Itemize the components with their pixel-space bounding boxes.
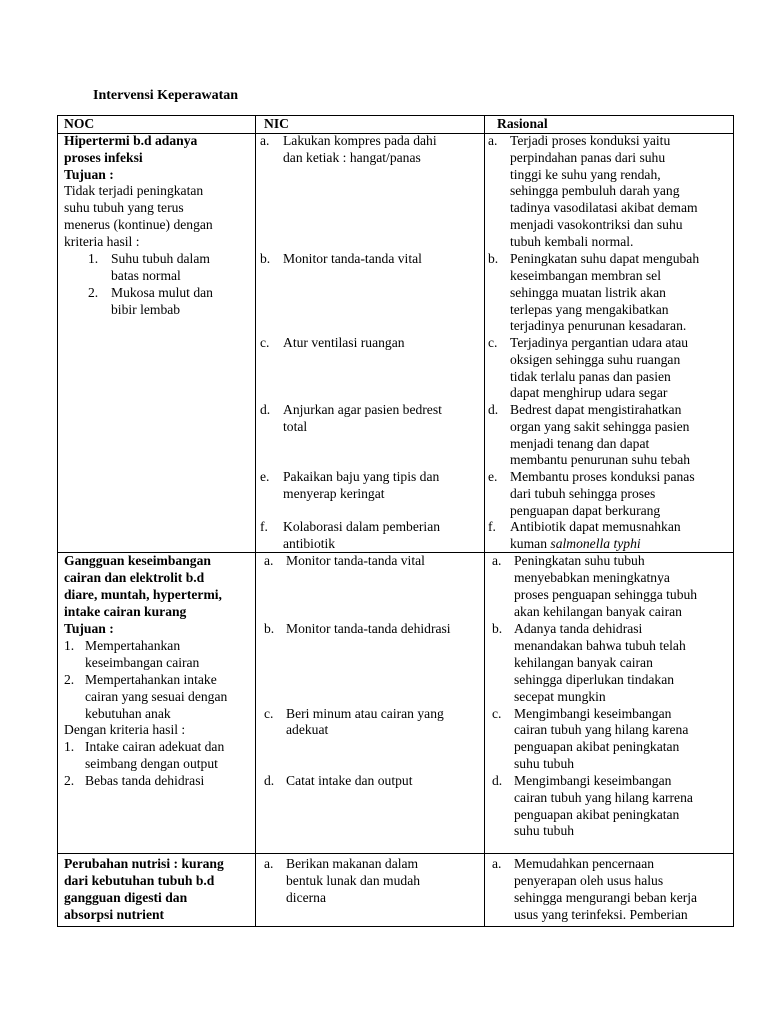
rasional-text: sehingga diperlukan tindakan [514, 672, 675, 687]
nic-item-text: Monitor tanda-tanda vital [286, 553, 425, 568]
nic-marker: a. [260, 133, 270, 148]
nic-marker: b. [260, 251, 271, 266]
nic-item-text: Beri minum atau cairan yang [286, 706, 444, 721]
row1-noc-title: Hipertermi b.d adanya [64, 133, 198, 148]
rasional-text: penguapan dapat berkurang [510, 503, 661, 518]
rasional-text: cairan tubuh yang hilang karena [514, 722, 689, 737]
nic-marker: b. [264, 621, 275, 636]
row2-tujuan-label: Tujuan : [64, 621, 114, 636]
nic-marker: c. [264, 706, 274, 721]
nic-marker: c. [260, 335, 270, 350]
rasional-marker: c. [492, 706, 502, 721]
nic-marker: a. [264, 553, 274, 568]
row1-tujuan-label: Tujuan : [64, 167, 114, 182]
row2-criteria-text: Intake cairan adekuat dan [85, 739, 225, 754]
row1-criteria-number: 2. [88, 285, 99, 300]
rasional-text: tidak terlalu panas dan pasien [510, 369, 671, 384]
rasional-text: penyerapan oleh usus halus [514, 873, 664, 888]
row2-noc-title: cairan dan elektrolit b.d [64, 570, 205, 585]
row1-criteria-number: 1. [88, 251, 99, 266]
header-nic: NIC [264, 116, 289, 131]
rasional-text: penguapan akibat peningkatan [514, 807, 680, 822]
rasional-text: suhu tubuh [514, 823, 575, 838]
column-divider [255, 116, 256, 926]
nic-item-text: Monitor tanda-tanda dehidrasi [286, 621, 451, 636]
rasional-marker: b. [488, 251, 499, 266]
rasional-text: perpindahan panas dari suhu [510, 150, 666, 165]
nic-marker: a. [264, 856, 274, 871]
row2-criteria-text: Bebas tanda dehidrasi [85, 773, 205, 788]
rasional-text: dari tubuh sehingga proses [510, 486, 656, 501]
rasional-text-italic: salmonella typhi [550, 536, 641, 551]
nic-item-text: Berikan makanan dalam [286, 856, 419, 871]
row2-noc-title: intake cairan kurang [64, 604, 187, 619]
nic-item-text: dan ketiak : hangat/panas [283, 150, 421, 165]
rasional-text: keseimbangan membran sel [510, 268, 661, 283]
nic-marker: d. [264, 773, 275, 788]
rasional-text: terlepas yang mengakibatkan [510, 302, 669, 317]
rasional-text: sehingga pembuluh darah yang [510, 183, 680, 198]
nic-item-text: menyerap keringat [283, 486, 385, 501]
rasional-marker: c. [488, 335, 498, 350]
row3-noc-title: Perubahan nutrisi : kurang [64, 856, 224, 871]
nic-marker: f. [260, 519, 268, 534]
row1-noc-text: menerus (kontinue) dengan [64, 217, 213, 232]
rasional-text: Antibiotik dapat memusnahkan [510, 519, 681, 534]
row2-noc-title: Gangguan keseimbangan [64, 553, 211, 568]
row2-noc-title: diare, muntah, hypertermi, [64, 587, 222, 602]
row2-criteria-number: 2. [64, 773, 75, 788]
row2-criteria-label: Dengan kriteria hasil : [64, 722, 186, 737]
rasional-text: Memudahkan pencernaan [514, 856, 655, 871]
row3-noc-title: dari kebutuhan tubuh b.d [64, 873, 215, 888]
rasional-marker: a. [492, 553, 502, 568]
rasional-text: suhu tubuh [514, 756, 575, 771]
rasional-text: terjadinya penurunan kesadaran. [510, 318, 687, 333]
row3-noc-title: absorpsi nutrient [64, 907, 165, 922]
rasional-text: dapat menghirup udara segar [510, 385, 668, 400]
rasional-text: secepat mungkin [514, 689, 606, 704]
row3-noc-title: gangguan digesti dan [64, 890, 188, 905]
column-divider [484, 116, 485, 926]
row2-goal-text: keseimbangan cairan [85, 655, 200, 670]
rasional-text: menjadi vasokontriksi dan suhu [510, 217, 683, 232]
rasional-text: oksigen sehingga suhu ruangan [510, 352, 681, 367]
rasional-text: menandakan bahwa tubuh telah [514, 638, 686, 653]
rasional-text: Mengimbangi keseimbangan [514, 773, 672, 788]
nic-item-text: Lakukan kompres pada dahi [283, 133, 437, 148]
rasional-text: tadinya vasodilatasi akibat demam [510, 200, 698, 215]
rasional-text: Mengimbangi keseimbangan [514, 706, 672, 721]
rasional-text: Adanya tanda dehidrasi [514, 621, 643, 636]
rasional-text: Peningkatan suhu dapat mengubah [510, 251, 700, 266]
row2-goal-text: cairan yang sesuai dengan [85, 689, 228, 704]
rasional-text-prefix: kuman [510, 536, 551, 551]
row2-goal-text: Mempertahankan [85, 638, 181, 653]
row1-noc-text: suhu tubuh yang terus [64, 200, 184, 215]
rasional-text: menyebabkan meningkatnya [514, 570, 670, 585]
nic-item-text: total [283, 419, 308, 434]
row1-noc-title: proses infeksi [64, 150, 143, 165]
rasional-marker: d. [492, 773, 503, 788]
rasional-text: usus yang terinfeksi. Pemberian [514, 907, 688, 922]
rasional-marker: a. [492, 856, 502, 871]
row1-criteria-text: Mukosa mulut dan [111, 285, 213, 300]
row1-criteria-text: Suhu tubuh dalam [111, 251, 210, 266]
row1-criteria-text: batas normal [111, 268, 181, 283]
nic-item-text: dicerna [286, 890, 326, 905]
rasional-marker: e. [488, 469, 498, 484]
rasional-text: organ yang sakit sehingga pasien [510, 419, 690, 434]
rasional-text: Terjadinya pergantian udara atau [510, 335, 689, 350]
page-heading: Intervensi Keperawatan [93, 88, 239, 103]
nic-item-text: Pakaikan baju yang tipis dan [283, 469, 440, 484]
row2-criteria-number: 1. [64, 739, 75, 754]
nic-item-text: Anjurkan agar pasien bedrest [283, 402, 442, 417]
row2-goal-text: kebutuhan anak [85, 706, 171, 721]
nic-item-text: Catat intake dan output [286, 773, 413, 788]
rasional-text: menjadi tenang dan dapat [510, 436, 650, 451]
rasional-text: kehilangan banyak cairan [514, 655, 653, 670]
nic-item-text: adekuat [286, 722, 329, 737]
rasional-marker: b. [492, 621, 503, 636]
row2-goal-text: Mempertahankan intake [85, 672, 217, 687]
rasional-text: Peningkatan suhu tubuh [514, 553, 645, 568]
row2-goal-number: 2. [64, 672, 75, 687]
rasional-text: Membantu proses konduksi panas [510, 469, 695, 484]
row1-noc-text: kriteria hasil : [64, 234, 140, 249]
rasional-marker: a. [488, 133, 498, 148]
nic-item-text: Monitor tanda-tanda vital [283, 251, 422, 266]
row1-noc-text: Tidak terjadi peningkatan [64, 183, 204, 198]
nic-item-text: Atur ventilasi ruangan [283, 335, 405, 350]
nic-item-text: bentuk lunak dan mudah [286, 873, 421, 888]
nic-marker: d. [260, 402, 271, 417]
nic-item-text: antibiotik [283, 536, 336, 551]
rasional-text: Terjadi proses konduksi yaitu [510, 133, 671, 148]
nic-item-text: Kolaborasi dalam pemberian [283, 519, 441, 534]
header-rasional: Rasional [497, 116, 548, 131]
rasional-text-last [510, 536, 641, 553]
rasional-text: cairan tubuh yang hilang karrena [514, 790, 693, 805]
rasional-text: akan kehilangan banyak cairan [514, 604, 682, 619]
rasional-marker: d. [488, 402, 499, 417]
rasional-text: proses penguapan sehingga tubuh [514, 587, 698, 602]
header-noc: NOC [64, 116, 95, 131]
row2-goal-number: 1. [64, 638, 75, 653]
rasional-marker: f. [488, 519, 496, 534]
rasional-text: sehingga muatan listrik akan [510, 285, 666, 300]
rasional-text: tubuh kembali normal. [510, 234, 634, 249]
rasional-text: membantu penurunan suhu tebah [510, 452, 691, 467]
row1-criteria-text: bibir lembab [111, 302, 181, 317]
rasional-text: tinggi ke suhu yang rendah, [510, 167, 661, 182]
rasional-text: Bedrest dapat mengistirahatkan [510, 402, 682, 417]
row-divider [58, 853, 733, 854]
row2-criteria-text: seimbang dengan output [85, 756, 218, 771]
nic-marker: e. [260, 469, 270, 484]
rasional-text: sehingga mengurangi beban kerja [514, 890, 698, 905]
intervention-table [57, 115, 734, 927]
rasional-text: penguapan akibat peningkatan [514, 739, 680, 754]
